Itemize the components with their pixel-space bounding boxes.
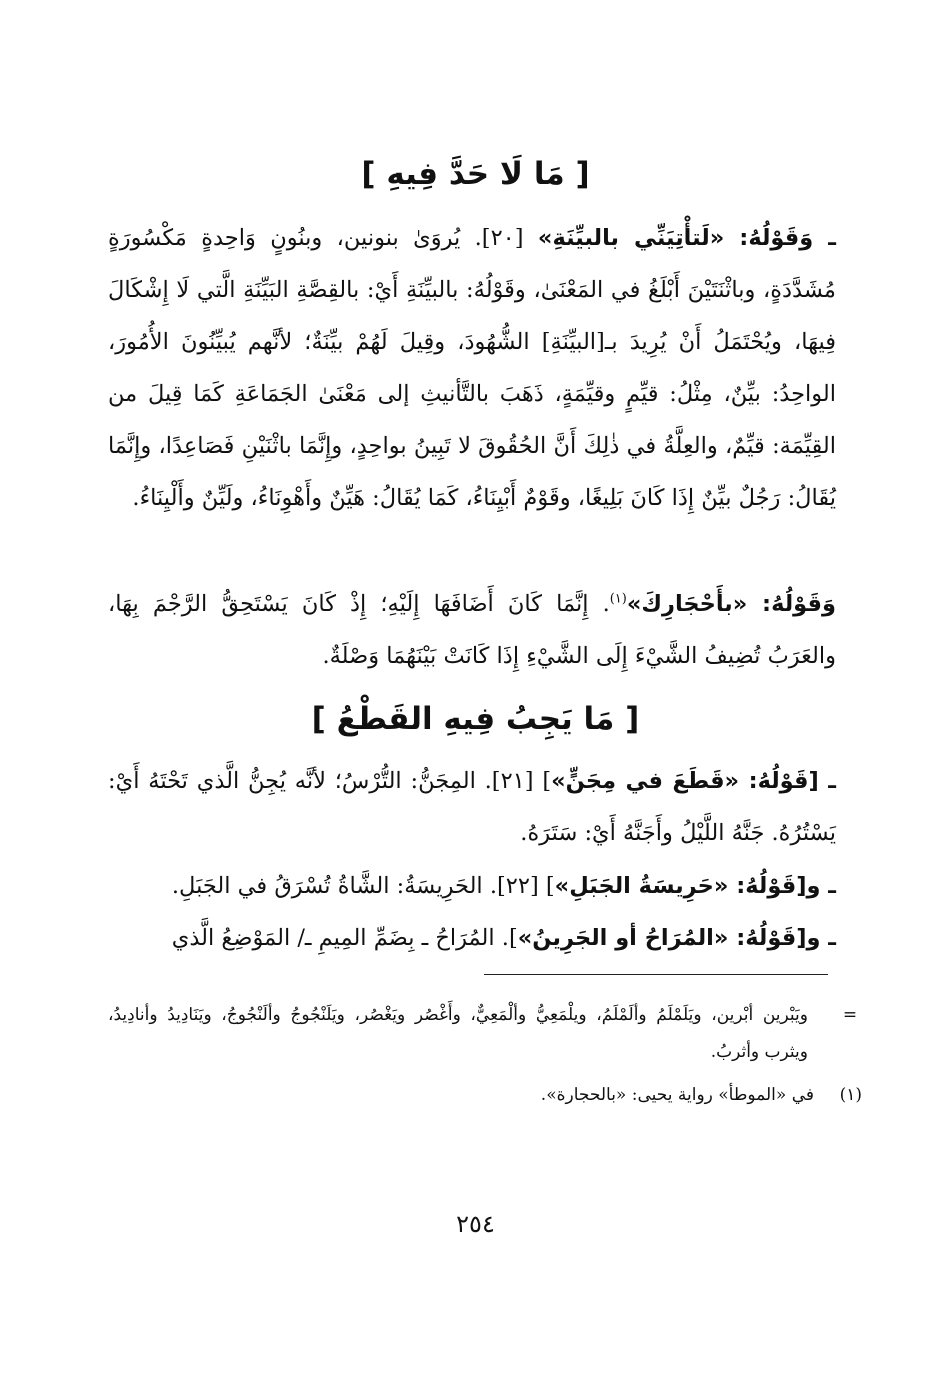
lemma-lead: ـ و[قَوْلُهُ [745, 873, 836, 899]
paragraph-murah [108, 912, 836, 964]
lemma-quote: : «المُرَاحُ أو الجَرِينُ» [517, 925, 746, 951]
lemma-quote: : «قَطَعَ في مِجَنٍّ» [551, 768, 758, 794]
paragraph-body: ]. المُرَاحُ ـ بِضَمِّ المِيمِ ـ/ المَوْضِعُ الَّذي [171, 925, 518, 951]
paragraph-mijann [108, 755, 836, 859]
section-heading-qat: [ مَا يَجِبُ فِيهِ القَطْعُ ] [311, 701, 640, 737]
footnote-text: في «الموطأ» رواية يحيى: «بالحجارة». [540, 1085, 814, 1105]
footnote-number: (١) [839, 1085, 862, 1105]
lemma-lead: ـ [قَوْلُهُ [757, 768, 836, 794]
paragraph-text [108, 860, 836, 912]
footnote-divider [484, 974, 828, 975]
lemma-quote: : «حَرِيسَةُ الجَبَلِ» [554, 873, 746, 899]
paragraph-tatiyanni [108, 212, 836, 524]
footnote-continuation: ويَبْرين أبْرين، ويَلَمْلَمُ وألَمْلَمُ، ويلْمَعِيُّ وألْمَعِيٌّ، وأَغْصُر ويَغْصُر، ويَلَنْجُوجُ وألَنْجُوجُ، ويَنَادِيدُ وأنادِيدُ، ويثرب وأثربُ. [108, 1005, 808, 1062]
page-number: ٢٥٤ [456, 1210, 495, 1238]
lemma-lead: وَقَوْلُهُ [771, 591, 836, 617]
paragraph-text [108, 755, 836, 859]
paragraph-body: ] [٢١]. المِجَنُّ: التُّرْسُ؛ لأنَّه يُجِنُّ الَّذي تَحْتَهُ أَيْ: يَسْتُرُهُ. جَنَّهُ اللَّيْلُ وأَجَنَّهُ أَيْ: سَتَرَهُ. [108, 768, 836, 846]
footnote-continuation-mark: = [842, 1005, 858, 1025]
paragraph-text [108, 912, 836, 964]
paragraph-harisa [108, 860, 836, 912]
footnote-1 [108, 1077, 862, 1114]
paragraph-text [108, 212, 836, 524]
lemma-quote: : «بأَحْجَارِكَ» [626, 591, 772, 617]
section-heading-no-hadd: [ مَا لَا حَدَّ فِيهِ ] [361, 156, 590, 192]
paragraph-body: . إِنَّمَا كَانَ أَضَافَهَا إِلَيْهِ؛ إِذْ كَانَ يَسْتَحِقُّ الرَّجْمَ بِهَا، والعَرَبُ تُضِيفُ الشَّيْءَ إِلَى الشَّيْءِ إِذَا كَانَتْ بَيْنَهُمَا وَصْلَةٌ. [108, 591, 836, 669]
lemma-lead: ـ وَقَوْلُهُ [748, 225, 836, 251]
lemma-quote: : «لَتأْتِيَنِّي بالبيِّنَةِ» [537, 225, 749, 251]
paragraph-body: [٢٠]. يُروَىٰ بنونين، وبنُونٍ وَاحِدةٍ مَكْسُورَةٍ مُشَدَّدَةٍ، وباثْنَتَيْنَ أَبْلَغُ في المَعْنَىٰ، وقَوْلُهُ: بالبيِّنَةِ أَيْ: بالقِصَّةِ البَيِّنَةِ الَّتي لَا إِشْكَالَ فِيهَا، ويُحْتَمَلُ أَنْ يُرِيدَ بـ[البيِّنَةِ] الشُّهُودَ، وقِيلَ لَهُمْ بيِّنَةٌ؛ لأنَّهم يُبيِّنُونَ الأُمُورَ، الواحِدُ: بيِّنٌ، مِثْلُ: قيِّمٍ وقيِّمَةٍ، ذَهَبَ بالتَّأنيثِ إلى مَعْنَىٰ الجَمَاعَةِ كَمَا قِيلَ من القِيِّمَة: قيِّمٌ، والعِلَّةُ في ذٰلِكَ أَنَّ الحُقُوقَ لا تَبِينُ بواحِدٍ، وإِنَّمَا باثْنَيْنِ فَصَاعِدًا، وإِنَّمَا يُقَالُ: رَجُلٌ بيِّنٌ إِذَا كَانَ بَلِيغًا، وقَوْمٌ أَبْيِنَاءُ، كَمَا يُقَالُ: هَيِّنٌ وأَهْوِنَاءُ، ولَيِّنٌ وأَلْيِنَاءُ. [108, 225, 836, 511]
paragraph-body: ] [٢٢]. الحَرِيسَةُ: الشَّاةُ تُسْرَقُ في الجَبَلِ. [171, 873, 555, 899]
paragraph-text [108, 578, 836, 682]
lemma-lead: ـ و[قَوْلُهُ [745, 925, 836, 951]
paragraph-bi-ahjarik [108, 578, 836, 682]
footnote-marker: (١) [609, 591, 627, 607]
